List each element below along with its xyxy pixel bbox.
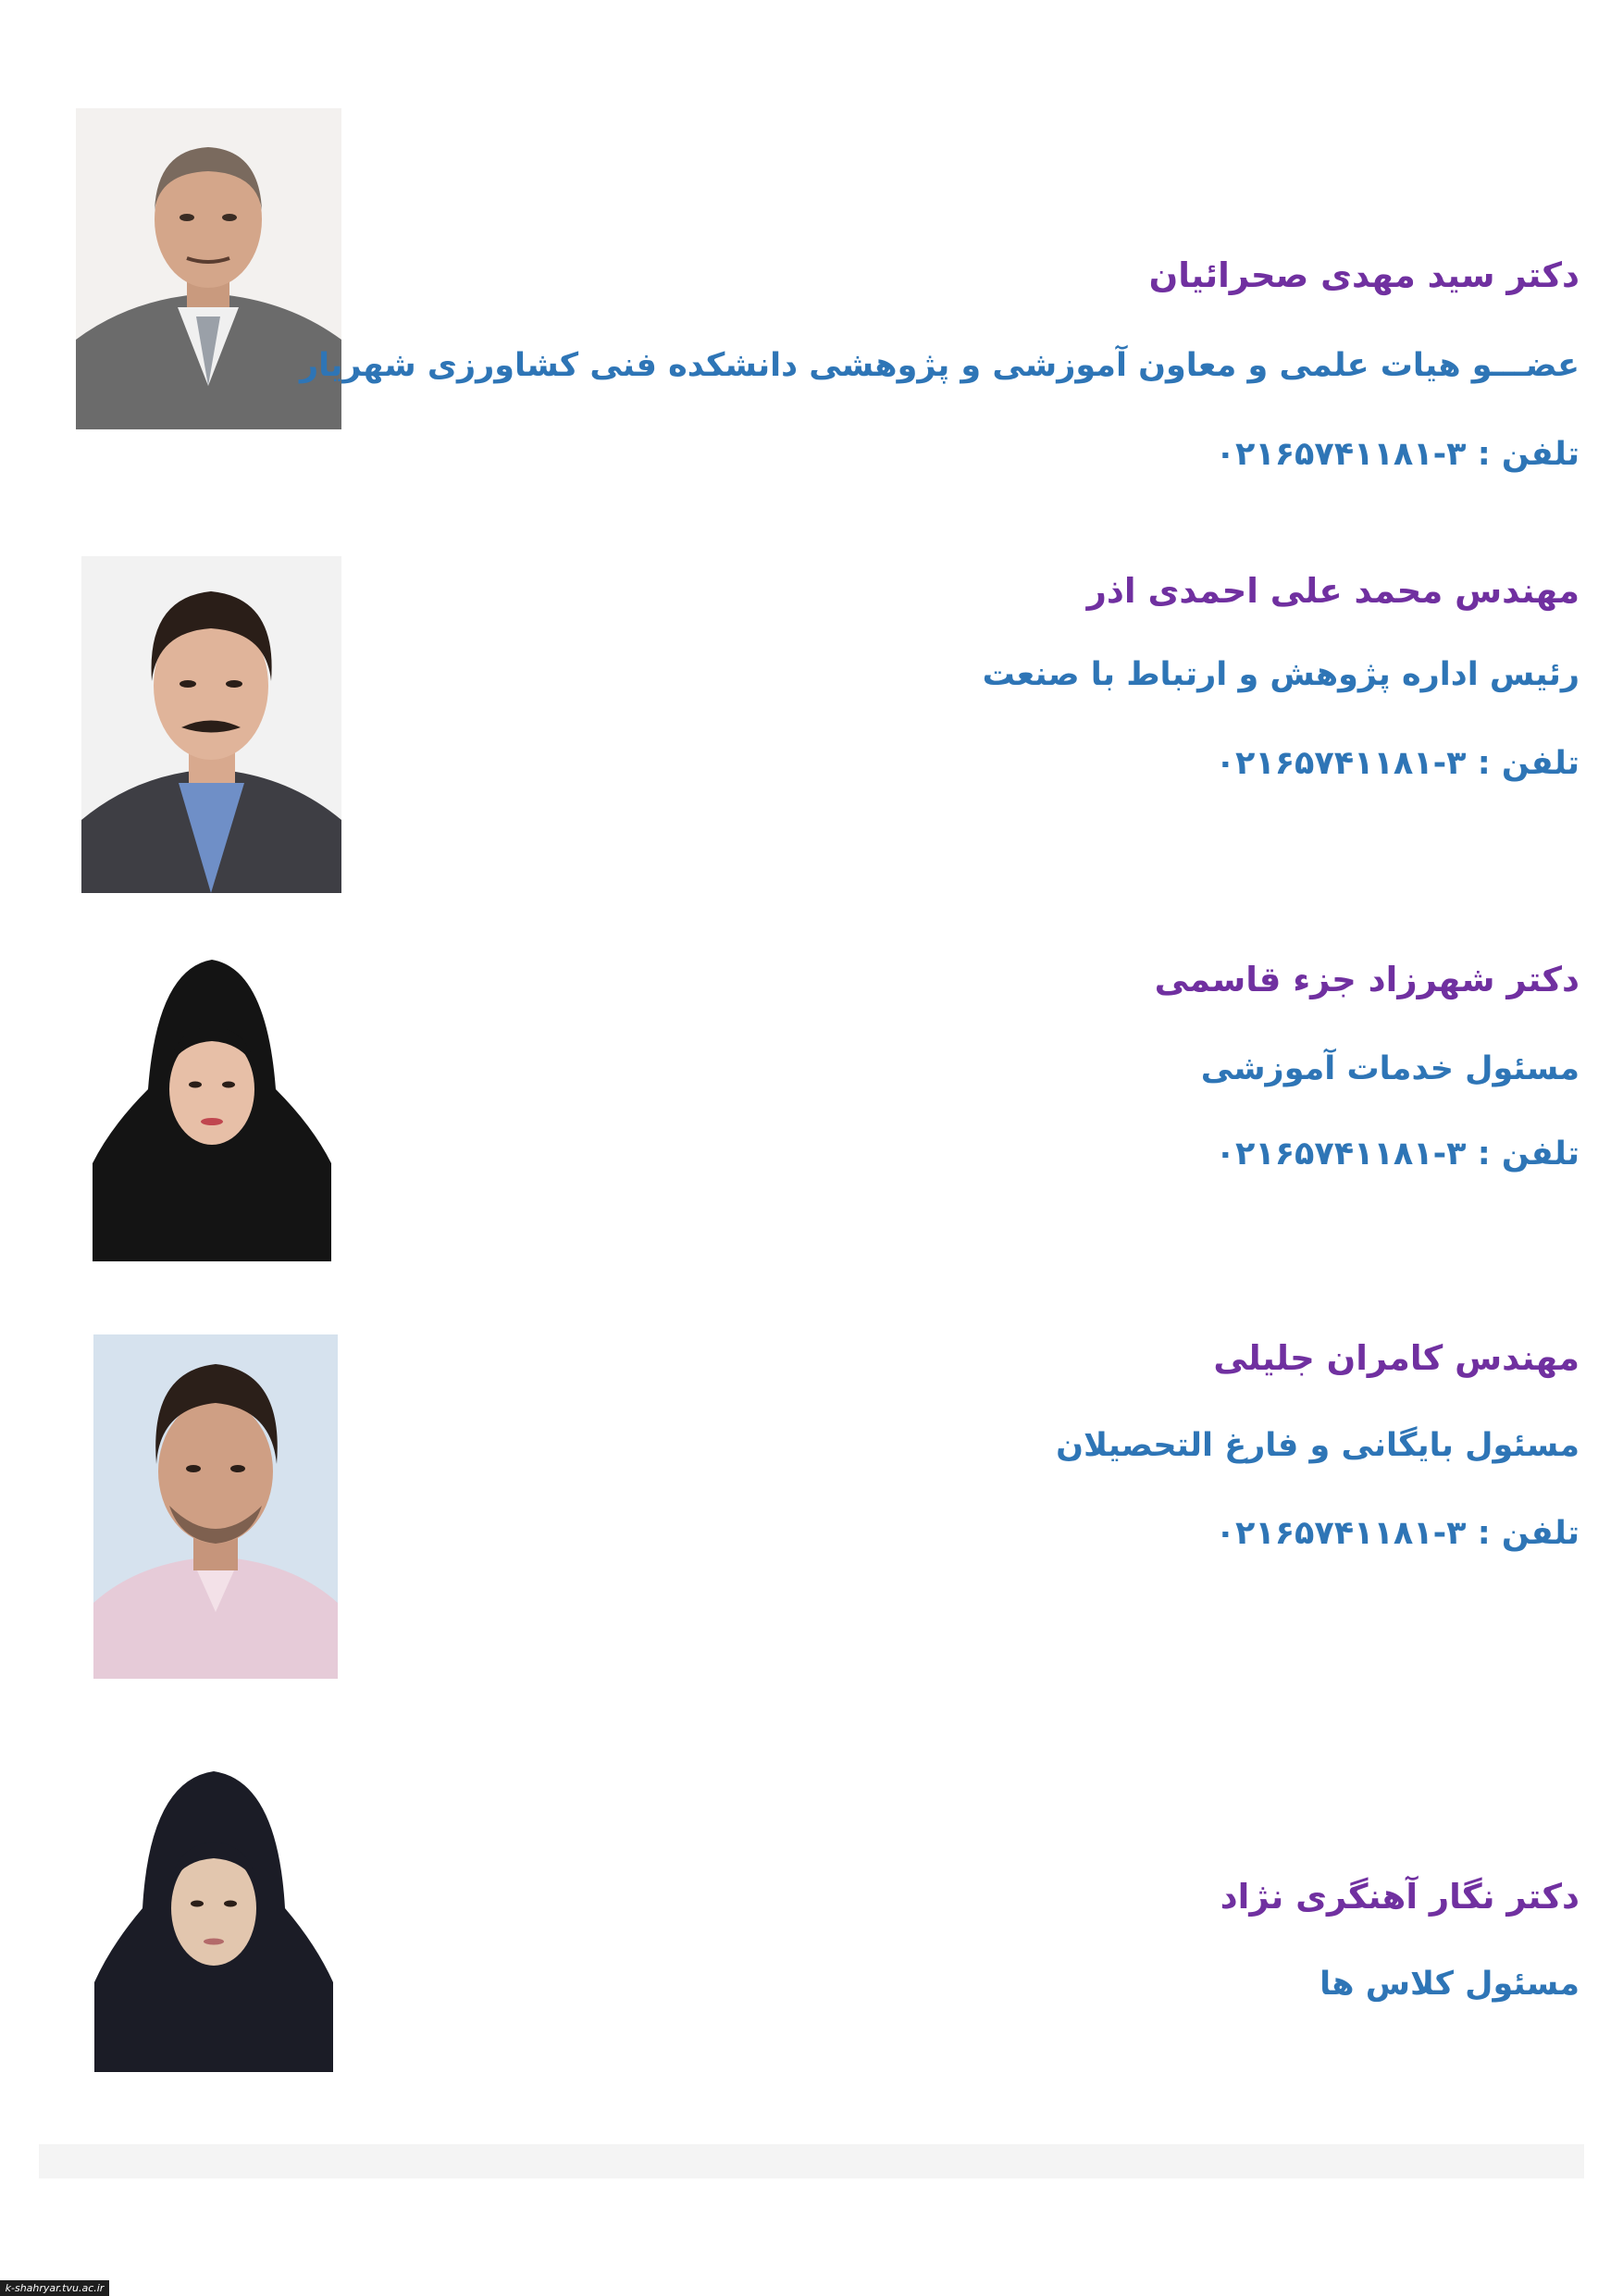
staff-role: رئیس اداره پژوهش و ارتباط با صنعت xyxy=(982,656,1580,693)
staff-role: عضـــو هیات علمی و معاون آموزشی و پژوهشی دانشکده فنی کشاورزی شهریار xyxy=(300,347,1580,384)
staff-phone: تلفن : ۳-۰۲۱۶۵۷۴۱۱۸۱ xyxy=(1215,1136,1580,1173)
staff-photo-2 xyxy=(81,556,341,893)
site-logo[interactable] xyxy=(0,2280,109,2296)
staff-phone: تلفن : ۳-۰۲۱۶۵۷۴۱۱۸۱ xyxy=(1215,1515,1580,1552)
staff-name: دکتر سید مهدی صحرائیان xyxy=(1148,255,1580,295)
staff-photo-3 xyxy=(93,950,331,1261)
staff-role: مسئول خدمات آموزشی xyxy=(1200,1050,1580,1087)
staff-name: مهندس محمد علی احمدی اذر xyxy=(1086,571,1580,611)
staff-photo-4 xyxy=(93,1334,338,1679)
man-portrait-icon xyxy=(93,1334,338,1679)
staff-phone: تلفن : ۳-۰۲۱۶۵۷۴۱۱۸۱ xyxy=(1215,436,1580,473)
staff-name: دکتر شهرزاد جزء قاسمی xyxy=(1154,960,1580,999)
woman-portrait-icon xyxy=(93,950,331,1261)
staff-name: مهندس کامران جلیلی xyxy=(1213,1338,1580,1378)
staff-name: دکتر نگار آهنگری نژاد xyxy=(1220,1877,1580,1917)
staff-photo-5 xyxy=(94,1760,333,2072)
site-logo-text: k-shahryar.tvu.ac.ir xyxy=(5,2282,105,2294)
staff-phone: تلفن : ۳-۰۲۱۶۵۷۴۱۱۸۱ xyxy=(1215,745,1580,782)
staff-role: مسئول بایگانی و فارغ التحصیلان xyxy=(1056,1427,1580,1464)
man-portrait-icon xyxy=(81,556,341,893)
footer-bar xyxy=(39,2144,1584,2178)
woman-portrait-icon xyxy=(94,1760,333,2072)
staff-role: مسئول کلاس ها xyxy=(1319,1966,1580,2003)
